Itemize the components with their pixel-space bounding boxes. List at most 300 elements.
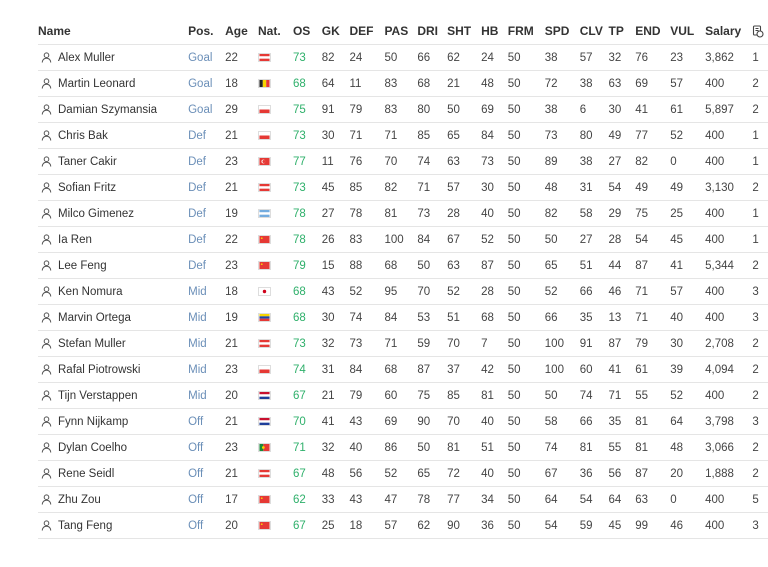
player-name[interactable]: Ia Ren: [58, 233, 92, 246]
salary-cell: 5,344: [705, 253, 752, 279]
flag-netherlands-icon: [258, 391, 271, 400]
person-icon: [40, 338, 53, 349]
table-row[interactable]: [38, 201, 768, 227]
contract-years-cell: 3: [752, 409, 768, 435]
player-name[interactable]: Fynn Nijkamp: [58, 415, 129, 428]
flag-japan-icon: [258, 287, 271, 296]
clv-rating-cell: 59: [580, 513, 609, 539]
sht-rating-cell: 21: [447, 71, 481, 97]
def-rating-cell: 18: [349, 513, 384, 539]
person-icon: [40, 208, 53, 219]
end-rating-cell: 81: [635, 409, 670, 435]
pas-rating-cell: 95: [384, 279, 417, 305]
hb-rating-cell: 81: [481, 383, 508, 409]
gk-rating-cell: 15: [322, 253, 350, 279]
salary-cell: 400: [705, 149, 752, 175]
salary-cell: 400: [705, 279, 752, 305]
def-rating-cell: 83: [349, 227, 384, 253]
pas-rating-cell: 71: [384, 331, 417, 357]
pas-rating-cell: 60: [384, 383, 417, 409]
flag-austria-icon: [258, 469, 271, 478]
col-header-end[interactable]: END: [635, 18, 670, 45]
player-name-cell[interactable]: [38, 279, 188, 305]
age-cell: 21: [225, 175, 258, 201]
frm-rating-cell: 50: [508, 435, 545, 461]
player-name[interactable]: Rene Seidl: [58, 467, 115, 480]
spd-rating-cell: 67: [545, 461, 580, 487]
vul-rating-cell: 30: [670, 331, 705, 357]
table-row[interactable]: [38, 45, 768, 71]
dri-rating-cell: 62: [417, 513, 447, 539]
overall-score-cell: 74: [293, 357, 322, 383]
player-name[interactable]: Tang Feng: [58, 519, 113, 532]
vul-rating-cell: 39: [670, 357, 705, 383]
nationality-cell: [258, 513, 293, 539]
clv-rating-cell: 66: [580, 409, 609, 435]
clv-rating-cell: 60: [580, 357, 609, 383]
player-name[interactable]: Alex Muller: [58, 51, 115, 64]
tp-rating-cell: 30: [609, 97, 636, 123]
position-cell: Off: [188, 513, 225, 539]
dri-rating-cell: 90: [417, 409, 447, 435]
gk-rating-cell: 32: [322, 435, 350, 461]
frm-rating-cell: 50: [508, 123, 545, 149]
contract-years-cell: 1: [752, 45, 768, 71]
age-cell: 23: [225, 149, 258, 175]
frm-rating-cell: 50: [508, 45, 545, 71]
table-row[interactable]: [38, 383, 768, 409]
person-icon: [40, 468, 53, 479]
table-row[interactable]: [38, 461, 768, 487]
overall-score-cell: 68: [293, 279, 322, 305]
squad-table-body: [38, 45, 768, 539]
end-rating-cell: 71: [635, 305, 670, 331]
position-cell: Def: [188, 201, 225, 227]
flag-austria-icon: [258, 183, 271, 192]
clv-rating-cell: 74: [580, 383, 609, 409]
dri-rating-cell: 65: [417, 461, 447, 487]
sht-rating-cell: 77: [447, 487, 481, 513]
player-name[interactable]: Marvin Ortega: [58, 311, 131, 324]
vul-rating-cell: 0: [670, 487, 705, 513]
person-icon: [40, 52, 53, 63]
clv-rating-cell: 54: [580, 487, 609, 513]
nationality-cell: [258, 71, 293, 97]
flag-china-icon: [258, 235, 271, 244]
overall-score-cell: 68: [293, 71, 322, 97]
player-name[interactable]: Damian Szymansia: [58, 103, 158, 116]
col-header-tp[interactable]: TP: [609, 18, 636, 45]
gk-rating-cell: 27: [322, 201, 350, 227]
end-rating-cell: 82: [635, 149, 670, 175]
age-cell: 17: [225, 487, 258, 513]
spd-rating-cell: 50: [545, 383, 580, 409]
clv-rating-cell: 36: [580, 461, 609, 487]
nationality-cell: [258, 305, 293, 331]
age-cell: 18: [225, 279, 258, 305]
table-row[interactable]: [38, 513, 768, 539]
person-icon: [40, 130, 53, 141]
contract-years-cell: 2: [752, 461, 768, 487]
pas-rating-cell: 86: [384, 435, 417, 461]
salary-cell: 400: [705, 227, 752, 253]
age-cell: 19: [225, 305, 258, 331]
salary-cell: 5,897: [705, 97, 752, 123]
clv-rating-cell: 51: [580, 253, 609, 279]
salary-cell: 3,862: [705, 45, 752, 71]
spd-rating-cell: 72: [545, 71, 580, 97]
overall-score-cell: 67: [293, 383, 322, 409]
person-icon: [40, 416, 53, 427]
overall-score-cell: 67: [293, 461, 322, 487]
pas-rating-cell: 70: [384, 149, 417, 175]
contract-years-cell: 2: [752, 435, 768, 461]
def-rating-cell: 76: [349, 149, 384, 175]
table-row[interactable]: [38, 409, 768, 435]
col-header-pos[interactable]: Pos.: [188, 18, 225, 45]
position-cell: Mid: [188, 357, 225, 383]
col-header-age[interactable]: Age: [225, 18, 258, 45]
table-row[interactable]: [38, 435, 768, 461]
def-rating-cell: 79: [349, 383, 384, 409]
nationality-cell: [258, 487, 293, 513]
def-rating-cell: 52: [349, 279, 384, 305]
end-rating-cell: 87: [635, 253, 670, 279]
spd-rating-cell: 100: [545, 331, 580, 357]
position-cell: Def: [188, 149, 225, 175]
player-name[interactable]: Ken Nomura: [58, 285, 123, 298]
player-name-cell[interactable]: [38, 331, 188, 357]
player-name-cell[interactable]: [38, 305, 188, 331]
overall-score-cell: 73: [293, 123, 322, 149]
overall-score-cell: 79: [293, 253, 322, 279]
tp-rating-cell: 28: [609, 227, 636, 253]
vul-rating-cell: 49: [670, 175, 705, 201]
vul-rating-cell: 52: [670, 383, 705, 409]
gk-rating-cell: 31: [322, 357, 350, 383]
person-icon: [40, 494, 53, 505]
table-row[interactable]: [38, 71, 768, 97]
age-cell: 18: [225, 71, 258, 97]
vul-rating-cell: 64: [670, 409, 705, 435]
nationality-cell: [258, 461, 293, 487]
vul-rating-cell: 23: [670, 45, 705, 71]
sht-rating-cell: 50: [447, 97, 481, 123]
table-row[interactable]: [38, 97, 768, 123]
dri-rating-cell: 68: [417, 71, 447, 97]
sht-rating-cell: 28: [447, 201, 481, 227]
vul-rating-cell: 57: [670, 279, 705, 305]
position-cell: Mid: [188, 331, 225, 357]
hb-rating-cell: 68: [481, 305, 508, 331]
person-icon: [40, 442, 53, 453]
tp-rating-cell: 55: [609, 435, 636, 461]
gk-rating-cell: 64: [322, 71, 350, 97]
tp-rating-cell: 44: [609, 253, 636, 279]
contract-icon: [752, 25, 764, 38]
sht-rating-cell: 63: [447, 253, 481, 279]
player-name-cell[interactable]: [38, 435, 188, 461]
frm-rating-cell: 50: [508, 383, 545, 409]
dri-rating-cell: 78: [417, 487, 447, 513]
col-header-hb[interactable]: HB: [481, 18, 508, 45]
sht-rating-cell: 67: [447, 227, 481, 253]
def-rating-cell: 85: [349, 175, 384, 201]
age-cell: 22: [225, 227, 258, 253]
player-name[interactable]: Rafal Piotrowski: [58, 363, 141, 376]
spd-rating-cell: 54: [545, 513, 580, 539]
gk-rating-cell: 43: [322, 279, 350, 305]
spd-rating-cell: 58: [545, 409, 580, 435]
position-cell: Mid: [188, 305, 225, 331]
player-name[interactable]: Milco Gimenez: [58, 207, 135, 220]
contract-years-cell: 2: [752, 383, 768, 409]
tp-rating-cell: 56: [609, 461, 636, 487]
tp-rating-cell: 64: [609, 487, 636, 513]
hb-rating-cell: 69: [481, 97, 508, 123]
col-header-spd[interactable]: SPD: [545, 18, 580, 45]
tp-rating-cell: 87: [609, 331, 636, 357]
overall-score-cell: 73: [293, 45, 322, 71]
squad-table: [38, 18, 768, 539]
person-icon: [40, 286, 53, 297]
player-name-cell[interactable]: [38, 201, 188, 227]
dri-rating-cell: 59: [417, 331, 447, 357]
hb-rating-cell: 40: [481, 461, 508, 487]
player-name-cell[interactable]: [38, 71, 188, 97]
player-name-cell[interactable]: [38, 97, 188, 123]
position-cell: Mid: [188, 383, 225, 409]
flag-venezuela-icon: [258, 313, 271, 322]
gk-rating-cell: 25: [322, 513, 350, 539]
gk-rating-cell: 30: [322, 305, 350, 331]
player-name-cell[interactable]: [38, 45, 188, 71]
def-rating-cell: 56: [349, 461, 384, 487]
def-rating-cell: 40: [349, 435, 384, 461]
dri-rating-cell: 80: [417, 97, 447, 123]
col-header-def[interactable]: DEF: [349, 18, 384, 45]
player-name-cell[interactable]: [38, 461, 188, 487]
table-header-row: [38, 18, 768, 45]
pas-rating-cell: 71: [384, 123, 417, 149]
col-header-vul[interactable]: VUL: [670, 18, 705, 45]
player-name[interactable]: Dylan Coelho: [58, 441, 128, 454]
age-cell: 21: [225, 331, 258, 357]
gk-rating-cell: 41: [322, 409, 350, 435]
table-row[interactable]: [38, 175, 768, 201]
clv-rating-cell: 31: [580, 175, 609, 201]
frm-rating-cell: 50: [508, 71, 545, 97]
dri-rating-cell: 84: [417, 227, 447, 253]
age-cell: 23: [225, 253, 258, 279]
player-name-cell[interactable]: [38, 227, 188, 253]
clv-rating-cell: 35: [580, 305, 609, 331]
end-rating-cell: 49: [635, 175, 670, 201]
tp-rating-cell: 46: [609, 279, 636, 305]
col-header-contract[interactable]: [752, 18, 768, 45]
vul-rating-cell: 0: [670, 149, 705, 175]
salary-cell: 3,130: [705, 175, 752, 201]
tp-rating-cell: 45: [609, 513, 636, 539]
tp-rating-cell: 41: [609, 357, 636, 383]
table-row[interactable]: [38, 123, 768, 149]
salary-cell: 1,888: [705, 461, 752, 487]
nationality-cell: [258, 435, 293, 461]
spd-rating-cell: 66: [545, 305, 580, 331]
position-cell: Def: [188, 253, 225, 279]
clv-rating-cell: 58: [580, 201, 609, 227]
table-row[interactable]: [38, 357, 768, 383]
end-rating-cell: 69: [635, 71, 670, 97]
overall-score-cell: 73: [293, 331, 322, 357]
gk-rating-cell: 32: [322, 331, 350, 357]
vul-rating-cell: 48: [670, 435, 705, 461]
player-name[interactable]: Zhu Zou: [58, 493, 101, 506]
flag-belgium-icon: [258, 79, 271, 88]
vul-rating-cell: 52: [670, 123, 705, 149]
player-name-cell[interactable]: [38, 149, 188, 175]
frm-rating-cell: 50: [508, 253, 545, 279]
hb-rating-cell: 84: [481, 123, 508, 149]
dri-rating-cell: 50: [417, 435, 447, 461]
flag-china-icon: [258, 495, 271, 504]
pas-rating-cell: 81: [384, 201, 417, 227]
vul-rating-cell: 41: [670, 253, 705, 279]
col-header-dri[interactable]: DRI: [417, 18, 447, 45]
hb-rating-cell: 40: [481, 201, 508, 227]
end-rating-cell: 41: [635, 97, 670, 123]
frm-rating-cell: 50: [508, 331, 545, 357]
col-header-name[interactable]: Name: [38, 18, 188, 45]
position-cell: Def: [188, 227, 225, 253]
player-name[interactable]: Taner Cakir: [58, 155, 117, 168]
overall-score-cell: 68: [293, 305, 322, 331]
player-name[interactable]: Tijn Verstappen: [58, 389, 138, 402]
col-header-nat[interactable]: Nat.: [258, 18, 293, 45]
table-row[interactable]: [38, 149, 768, 175]
spd-rating-cell: 38: [545, 97, 580, 123]
player-name[interactable]: Stefan Muller: [58, 337, 126, 350]
col-header-frm[interactable]: FRM: [508, 18, 545, 45]
player-name[interactable]: Martin Leonard: [58, 77, 136, 90]
player-name-cell[interactable]: [38, 409, 188, 435]
vul-rating-cell: 61: [670, 97, 705, 123]
position-cell: Off: [188, 435, 225, 461]
player-name-cell[interactable]: [38, 513, 188, 539]
def-rating-cell: 74: [349, 305, 384, 331]
player-name-cell[interactable]: [38, 123, 188, 149]
salary-cell: 400: [705, 513, 752, 539]
end-rating-cell: 54: [635, 227, 670, 253]
clv-rating-cell: 6: [580, 97, 609, 123]
vul-rating-cell: 25: [670, 201, 705, 227]
table-row[interactable]: [38, 227, 768, 253]
table-row[interactable]: [38, 331, 768, 357]
col-header-sht[interactable]: SHT: [447, 18, 481, 45]
nationality-cell: [258, 227, 293, 253]
age-cell: 22: [225, 45, 258, 71]
player-name-cell[interactable]: [38, 253, 188, 279]
tp-rating-cell: 29: [609, 201, 636, 227]
spd-rating-cell: 74: [545, 435, 580, 461]
gk-rating-cell: 26: [322, 227, 350, 253]
dri-rating-cell: 73: [417, 201, 447, 227]
frm-rating-cell: 50: [508, 305, 545, 331]
age-cell: 23: [225, 357, 258, 383]
table-row[interactable]: [38, 279, 768, 305]
hb-rating-cell: 7: [481, 331, 508, 357]
player-name-cell[interactable]: [38, 487, 188, 513]
contract-years-cell: 2: [752, 175, 768, 201]
vul-rating-cell: 20: [670, 461, 705, 487]
player-name[interactable]: Chris Bak: [58, 129, 108, 142]
dri-rating-cell: 71: [417, 175, 447, 201]
nationality-cell: [258, 149, 293, 175]
person-icon: [40, 156, 53, 167]
gk-rating-cell: 48: [322, 461, 350, 487]
spd-rating-cell: 73: [545, 123, 580, 149]
end-rating-cell: 75: [635, 201, 670, 227]
hb-rating-cell: 36: [481, 513, 508, 539]
frm-rating-cell: 50: [508, 201, 545, 227]
gk-rating-cell: 21: [322, 383, 350, 409]
player-name-cell[interactable]: [38, 175, 188, 201]
clv-rating-cell: 66: [580, 279, 609, 305]
table-row[interactable]: [38, 305, 768, 331]
frm-rating-cell: 50: [508, 279, 545, 305]
col-header-pas[interactable]: PAS: [384, 18, 417, 45]
table-row[interactable]: [38, 253, 768, 279]
end-rating-cell: 99: [635, 513, 670, 539]
salary-cell: 400: [705, 305, 752, 331]
salary-cell: 400: [705, 123, 752, 149]
contract-years-cell: 1: [752, 123, 768, 149]
position-cell: Off: [188, 461, 225, 487]
frm-rating-cell: 50: [508, 513, 545, 539]
end-rating-cell: 61: [635, 357, 670, 383]
col-header-gk[interactable]: GK: [322, 18, 350, 45]
salary-cell: 2,708: [705, 331, 752, 357]
spd-rating-cell: 50: [545, 227, 580, 253]
spd-rating-cell: 89: [545, 149, 580, 175]
player-name-cell[interactable]: [38, 357, 188, 383]
position-cell: Goal: [188, 97, 225, 123]
spd-rating-cell: 52: [545, 279, 580, 305]
sht-rating-cell: 85: [447, 383, 481, 409]
sht-rating-cell: 90: [447, 513, 481, 539]
person-icon: [40, 260, 53, 271]
nationality-cell: [258, 331, 293, 357]
dri-rating-cell: 87: [417, 357, 447, 383]
person-icon: [40, 78, 53, 89]
contract-years-cell: 2: [752, 331, 768, 357]
table-row[interactable]: [38, 487, 768, 513]
col-header-salary[interactable]: Salary: [705, 18, 752, 45]
col-header-clv[interactable]: CLV: [580, 18, 609, 45]
player-name-cell[interactable]: [38, 383, 188, 409]
dri-rating-cell: 53: [417, 305, 447, 331]
sht-rating-cell: 70: [447, 409, 481, 435]
player-name[interactable]: Sofian Fritz: [58, 181, 117, 194]
dri-rating-cell: 66: [417, 45, 447, 71]
sht-rating-cell: 63: [447, 149, 481, 175]
player-name[interactable]: Lee Feng: [58, 259, 107, 272]
person-icon: [40, 234, 53, 245]
tp-rating-cell: 13: [609, 305, 636, 331]
dri-rating-cell: 85: [417, 123, 447, 149]
col-header-os[interactable]: OS: [293, 18, 322, 45]
def-rating-cell: 11: [349, 71, 384, 97]
